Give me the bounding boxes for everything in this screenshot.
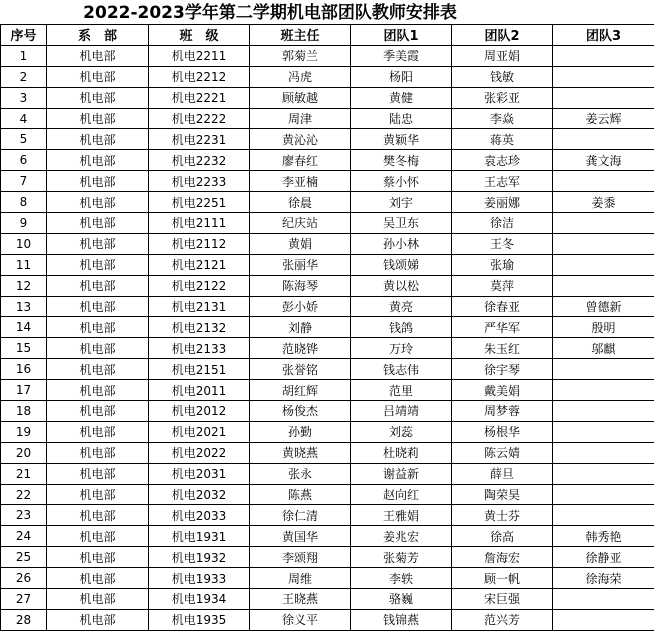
team3-cell[interactable] [553, 45, 654, 66]
department-cell[interactable]: 机电部 [47, 254, 149, 275]
class-cell[interactable]: 机电2133 [149, 338, 250, 359]
team2-cell[interactable]: 姜丽娜 [452, 192, 553, 213]
row-number-cell[interactable]: 21 [1, 463, 47, 484]
department-cell[interactable]: 机电部 [47, 609, 149, 630]
class-cell[interactable]: 机电2022 [149, 442, 250, 463]
team2-cell[interactable]: 张彩亚 [452, 87, 553, 108]
table-row [1, 359, 654, 380]
team1-cell[interactable]: 吕靖靖 [351, 401, 452, 422]
table-row [1, 589, 654, 610]
row-number-cell[interactable]: 11 [1, 254, 47, 275]
team1-cell[interactable]: 季美霞 [351, 45, 452, 66]
head-teacher-cell[interactable]: 周维 [250, 568, 351, 589]
class-cell[interactable]: 机电2232 [149, 150, 250, 171]
team1-cell[interactable]: 孙小林 [351, 233, 452, 254]
table-row [1, 380, 654, 401]
class-cell[interactable]: 机电2132 [149, 317, 250, 338]
team3-cell[interactable]: 徐静亚 [553, 547, 654, 568]
class-cell[interactable]: 机电2251 [149, 192, 250, 213]
head-teacher-cell[interactable]: 黄娟 [250, 233, 351, 254]
department-cell[interactable]: 机电部 [47, 192, 149, 213]
class-cell[interactable]: 机电2222 [149, 108, 250, 129]
table-row [1, 484, 654, 505]
team3-cell[interactable] [553, 359, 654, 380]
row-number-cell[interactable]: 18 [1, 401, 47, 422]
table-row [1, 129, 654, 150]
head-teacher-cell[interactable]: 陈燕 [250, 484, 351, 505]
row-number-cell[interactable]: 24 [1, 526, 47, 547]
table-row [1, 505, 654, 526]
department-cell[interactable]: 机电部 [47, 296, 149, 317]
team3-cell[interactable] [553, 589, 654, 610]
head-teacher-cell[interactable]: 李亚楠 [250, 171, 351, 192]
department-cell[interactable]: 机电部 [47, 171, 149, 192]
head-teacher-cell[interactable]: 徐仁清 [250, 505, 351, 526]
team1-cell[interactable]: 张菊芳 [351, 547, 452, 568]
team2-cell[interactable]: 黄士芬 [452, 505, 553, 526]
head-teacher-cell[interactable]: 黄沁沁 [250, 129, 351, 150]
department-cell[interactable]: 机电部 [47, 547, 149, 568]
team1-cell[interactable]: 黄健 [351, 87, 452, 108]
table-row [1, 296, 654, 317]
team3-cell[interactable] [553, 129, 654, 150]
table-row [1, 568, 654, 589]
team1-cell[interactable]: 赵向红 [351, 484, 452, 505]
team1-cell[interactable]: 万玲 [351, 338, 452, 359]
class-cell[interactable]: 机电1931 [149, 526, 250, 547]
team1-cell[interactable]: 钱颂娣 [351, 254, 452, 275]
department-cell[interactable]: 机电部 [47, 505, 149, 526]
team3-cell[interactable] [553, 505, 654, 526]
team3-cell[interactable]: 徐海荣 [553, 568, 654, 589]
team2-cell[interactable]: 徐高 [452, 526, 553, 547]
team3-cell[interactable] [553, 442, 654, 463]
department-cell[interactable]: 机电部 [47, 66, 149, 87]
department-cell[interactable]: 机电部 [47, 484, 149, 505]
row-number-cell[interactable]: 22 [1, 484, 47, 505]
team1-cell[interactable]: 钱锦燕 [351, 609, 452, 630]
team2-cell[interactable]: 周梦蓉 [452, 401, 553, 422]
head-teacher-cell[interactable]: 黄国华 [250, 526, 351, 547]
head-teacher-cell[interactable]: 王晓燕 [250, 589, 351, 610]
team2-cell[interactable]: 张瑜 [452, 254, 553, 275]
class-cell[interactable]: 机电2211 [149, 45, 250, 66]
class-cell[interactable]: 机电1932 [149, 547, 250, 568]
row-number-cell[interactable]: 8 [1, 192, 47, 213]
row-number-cell[interactable]: 26 [1, 568, 47, 589]
team3-cell[interactable] [553, 401, 654, 422]
class-cell[interactable]: 机电2011 [149, 380, 250, 401]
table-row [1, 401, 654, 422]
team2-cell[interactable]: 宋巨强 [452, 589, 553, 610]
row-number-cell[interactable]: 28 [1, 609, 47, 630]
department-cell[interactable]: 机电部 [47, 463, 149, 484]
head-teacher-cell[interactable]: 胡红辉 [250, 380, 351, 401]
team3-cell[interactable] [553, 87, 654, 108]
department-cell[interactable]: 机电部 [47, 359, 149, 380]
class-cell[interactable]: 机电2233 [149, 171, 250, 192]
department-cell[interactable]: 机电部 [47, 338, 149, 359]
department-cell[interactable]: 机电部 [47, 421, 149, 442]
team1-cell[interactable]: 杨阳 [351, 66, 452, 87]
schedule-table [0, 24, 654, 631]
department-cell[interactable]: 机电部 [47, 150, 149, 171]
team2-cell[interactable]: 李焱 [452, 108, 553, 129]
row-number-cell[interactable]: 13 [1, 296, 47, 317]
team1-cell[interactable]: 刘宇 [351, 192, 452, 213]
department-cell[interactable]: 机电部 [47, 45, 149, 66]
team1-cell[interactable]: 范里 [351, 380, 452, 401]
class-cell[interactable]: 机电2221 [149, 87, 250, 108]
team3-cell[interactable] [553, 171, 654, 192]
team2-cell[interactable]: 王志军 [452, 171, 553, 192]
department-cell[interactable]: 机电部 [47, 87, 149, 108]
table-row [1, 233, 654, 254]
team2-cell[interactable]: 薛旦 [452, 463, 553, 484]
team3-cell[interactable] [553, 254, 654, 275]
team1-cell[interactable]: 黄以松 [351, 275, 452, 296]
row-number-cell[interactable]: 15 [1, 338, 47, 359]
table-row [1, 192, 654, 213]
header-cell[interactable]: 班主任 [250, 25, 351, 46]
header-cell[interactable]: 团队2 [452, 25, 553, 46]
table-row [1, 275, 654, 296]
table-row [1, 45, 654, 66]
team3-cell[interactable]: 殷明 [553, 317, 654, 338]
department-cell[interactable]: 机电部 [47, 568, 149, 589]
table-row [1, 171, 654, 192]
team3-cell[interactable]: 姜黍 [553, 192, 654, 213]
head-teacher-cell[interactable]: 冯虎 [250, 66, 351, 87]
team2-cell[interactable]: 徐春亚 [452, 296, 553, 317]
header-cell[interactable]: 班 级 [149, 25, 250, 46]
class-cell[interactable]: 机电2112 [149, 233, 250, 254]
team1-cell[interactable]: 谢益新 [351, 463, 452, 484]
head-teacher-cell[interactable]: 徐义平 [250, 609, 351, 630]
head-teacher-cell[interactable]: 张永 [250, 463, 351, 484]
department-cell[interactable]: 机电部 [47, 401, 149, 422]
team3-cell[interactable] [553, 380, 654, 401]
team3-cell[interactable] [553, 609, 654, 630]
class-cell[interactable]: 机电2121 [149, 254, 250, 275]
row-number-cell[interactable]: 17 [1, 380, 47, 401]
table-body [1, 45, 654, 630]
head-teacher-cell[interactable]: 刘静 [250, 317, 351, 338]
row-number-cell[interactable]: 4 [1, 108, 47, 129]
table-row [1, 526, 654, 547]
team2-cell[interactable]: 朱玉红 [452, 338, 553, 359]
table-row [1, 442, 654, 463]
class-cell[interactable]: 机电2031 [149, 463, 250, 484]
table-row [1, 609, 654, 630]
header-cell[interactable]: 团队1 [351, 25, 452, 46]
head-teacher-cell[interactable]: 张丽华 [250, 254, 351, 275]
class-cell[interactable]: 机电2212 [149, 66, 250, 87]
class-cell[interactable]: 机电2012 [149, 401, 250, 422]
department-cell[interactable]: 机电部 [47, 233, 149, 254]
team2-cell[interactable]: 陶荣昊 [452, 484, 553, 505]
team2-cell[interactable]: 莫萍 [452, 275, 553, 296]
team2-cell[interactable]: 陈云婧 [452, 442, 553, 463]
department-cell[interactable]: 机电部 [47, 317, 149, 338]
table-row [1, 338, 654, 359]
team3-cell[interactable] [553, 213, 654, 234]
team1-cell[interactable]: 李轶 [351, 568, 452, 589]
class-cell[interactable]: 机电2032 [149, 484, 250, 505]
team1-cell[interactable]: 蔡小怀 [351, 171, 452, 192]
department-cell[interactable]: 机电部 [47, 380, 149, 401]
department-cell[interactable]: 机电部 [47, 129, 149, 150]
class-cell[interactable]: 机电2021 [149, 421, 250, 442]
class-cell[interactable]: 机电2111 [149, 213, 250, 234]
team3-cell[interactable]: 姜云辉 [553, 108, 654, 129]
row-number-cell[interactable]: 6 [1, 150, 47, 171]
head-teacher-cell[interactable]: 陈海琴 [250, 275, 351, 296]
sheet-title: 2022-2023学年第二学期机电部团队教师安排表 [83, 3, 457, 23]
team1-cell[interactable]: 钱志伟 [351, 359, 452, 380]
team2-cell[interactable]: 顾一帆 [452, 568, 553, 589]
class-cell[interactable]: 机电1935 [149, 609, 250, 630]
team3-cell[interactable] [553, 275, 654, 296]
row-number-cell[interactable]: 7 [1, 171, 47, 192]
table-row [1, 213, 654, 234]
table-row [1, 150, 654, 171]
row-number-cell[interactable]: 1 [1, 45, 47, 66]
team2-cell[interactable]: 徐宇琴 [452, 359, 553, 380]
team3-cell[interactable] [553, 484, 654, 505]
team3-cell[interactable] [553, 66, 654, 87]
row-number-cell[interactable]: 23 [1, 505, 47, 526]
head-teacher-cell[interactable]: 徐晨 [250, 192, 351, 213]
department-cell[interactable]: 机电部 [47, 589, 149, 610]
row-number-cell[interactable]: 16 [1, 359, 47, 380]
row-number-cell[interactable]: 27 [1, 589, 47, 610]
team1-cell[interactable]: 钱鸽 [351, 317, 452, 338]
team2-cell[interactable]: 袁志珍 [452, 150, 553, 171]
table-row [1, 66, 654, 87]
table-row [1, 87, 654, 108]
class-cell[interactable]: 机电2151 [149, 359, 250, 380]
team1-cell[interactable]: 樊冬梅 [351, 150, 452, 171]
head-teacher-cell[interactable]: 纪庆站 [250, 213, 351, 234]
team2-cell[interactable]: 蒋英 [452, 129, 553, 150]
class-cell[interactable]: 机电2131 [149, 296, 250, 317]
team3-cell[interactable] [553, 421, 654, 442]
header-cell[interactable]: 系 部 [47, 25, 149, 46]
department-cell[interactable]: 机电部 [47, 213, 149, 234]
head-teacher-cell[interactable]: 杨俊杰 [250, 401, 351, 422]
header-row [1, 25, 654, 46]
table-row [1, 317, 654, 338]
row-number-cell[interactable]: 14 [1, 317, 47, 338]
head-teacher-cell[interactable]: 张誉铭 [250, 359, 351, 380]
head-teacher-cell[interactable]: 廖春红 [250, 150, 351, 171]
row-number-cell[interactable]: 2 [1, 66, 47, 87]
class-cell[interactable]: 机电2122 [149, 275, 250, 296]
team1-cell[interactable]: 骆巍 [351, 589, 452, 610]
table-row [1, 421, 654, 442]
head-teacher-cell[interactable]: 顾敏越 [250, 87, 351, 108]
team1-cell[interactable]: 刘蕊 [351, 421, 452, 442]
team1-cell[interactable]: 杜晓莉 [351, 442, 452, 463]
team2-cell[interactable]: 钱敏 [452, 66, 553, 87]
head-teacher-cell[interactable]: 李颂翔 [250, 547, 351, 568]
department-cell[interactable]: 机电部 [47, 275, 149, 296]
team3-cell[interactable]: 曾德新 [553, 296, 654, 317]
row-number-cell[interactable]: 19 [1, 421, 47, 442]
table-row [1, 463, 654, 484]
team1-cell[interactable]: 吴卫东 [351, 213, 452, 234]
team2-cell[interactable]: 范兴芳 [452, 609, 553, 630]
team3-cell[interactable] [553, 463, 654, 484]
row-number-cell[interactable]: 20 [1, 442, 47, 463]
head-teacher-cell[interactable]: 孙勤 [250, 421, 351, 442]
team1-cell[interactable]: 黄颖华 [351, 129, 452, 150]
team2-cell[interactable]: 徐洁 [452, 213, 553, 234]
team2-cell[interactable]: 严华军 [452, 317, 553, 338]
team2-cell[interactable]: 戴美娟 [452, 380, 553, 401]
team2-cell[interactable]: 杨根华 [452, 421, 553, 442]
table-row [1, 108, 654, 129]
team1-cell[interactable]: 陆忠 [351, 108, 452, 129]
team3-cell[interactable]: 邬麒 [553, 338, 654, 359]
row-number-cell[interactable]: 9 [1, 213, 47, 234]
head-teacher-cell[interactable]: 彭小娇 [250, 296, 351, 317]
team3-cell[interactable]: 韩秀艳 [553, 526, 654, 547]
team2-cell[interactable]: 詹海宏 [452, 547, 553, 568]
team2-cell[interactable]: 王冬 [452, 233, 553, 254]
department-cell[interactable]: 机电部 [47, 108, 149, 129]
team3-cell[interactable] [553, 233, 654, 254]
class-cell[interactable]: 机电1933 [149, 568, 250, 589]
row-number-cell[interactable]: 12 [1, 275, 47, 296]
team3-cell[interactable]: 龚文海 [553, 150, 654, 171]
department-cell[interactable]: 机电部 [47, 442, 149, 463]
head-teacher-cell[interactable]: 周津 [250, 108, 351, 129]
class-cell[interactable]: 机电2231 [149, 129, 250, 150]
header-cell[interactable]: 序号 [1, 25, 47, 46]
head-teacher-cell[interactable]: 范晓铧 [250, 338, 351, 359]
row-number-cell[interactable]: 5 [1, 129, 47, 150]
row-number-cell[interactable]: 25 [1, 547, 47, 568]
class-cell[interactable]: 机电1934 [149, 589, 250, 610]
team1-cell[interactable]: 黄亮 [351, 296, 452, 317]
table-row [1, 547, 654, 568]
head-teacher-cell[interactable]: 郭菊兰 [250, 45, 351, 66]
team2-cell[interactable]: 周亚娟 [452, 45, 553, 66]
department-cell[interactable]: 机电部 [47, 526, 149, 547]
table-row [1, 254, 654, 275]
head-teacher-cell[interactable]: 黄晓燕 [250, 442, 351, 463]
team1-cell[interactable]: 姜兆宏 [351, 526, 452, 547]
row-number-cell[interactable]: 3 [1, 87, 47, 108]
class-cell[interactable]: 机电2033 [149, 505, 250, 526]
header-cell[interactable]: 团队3 [553, 25, 654, 46]
team1-cell[interactable]: 王雅娟 [351, 505, 452, 526]
row-number-cell[interactable]: 10 [1, 233, 47, 254]
